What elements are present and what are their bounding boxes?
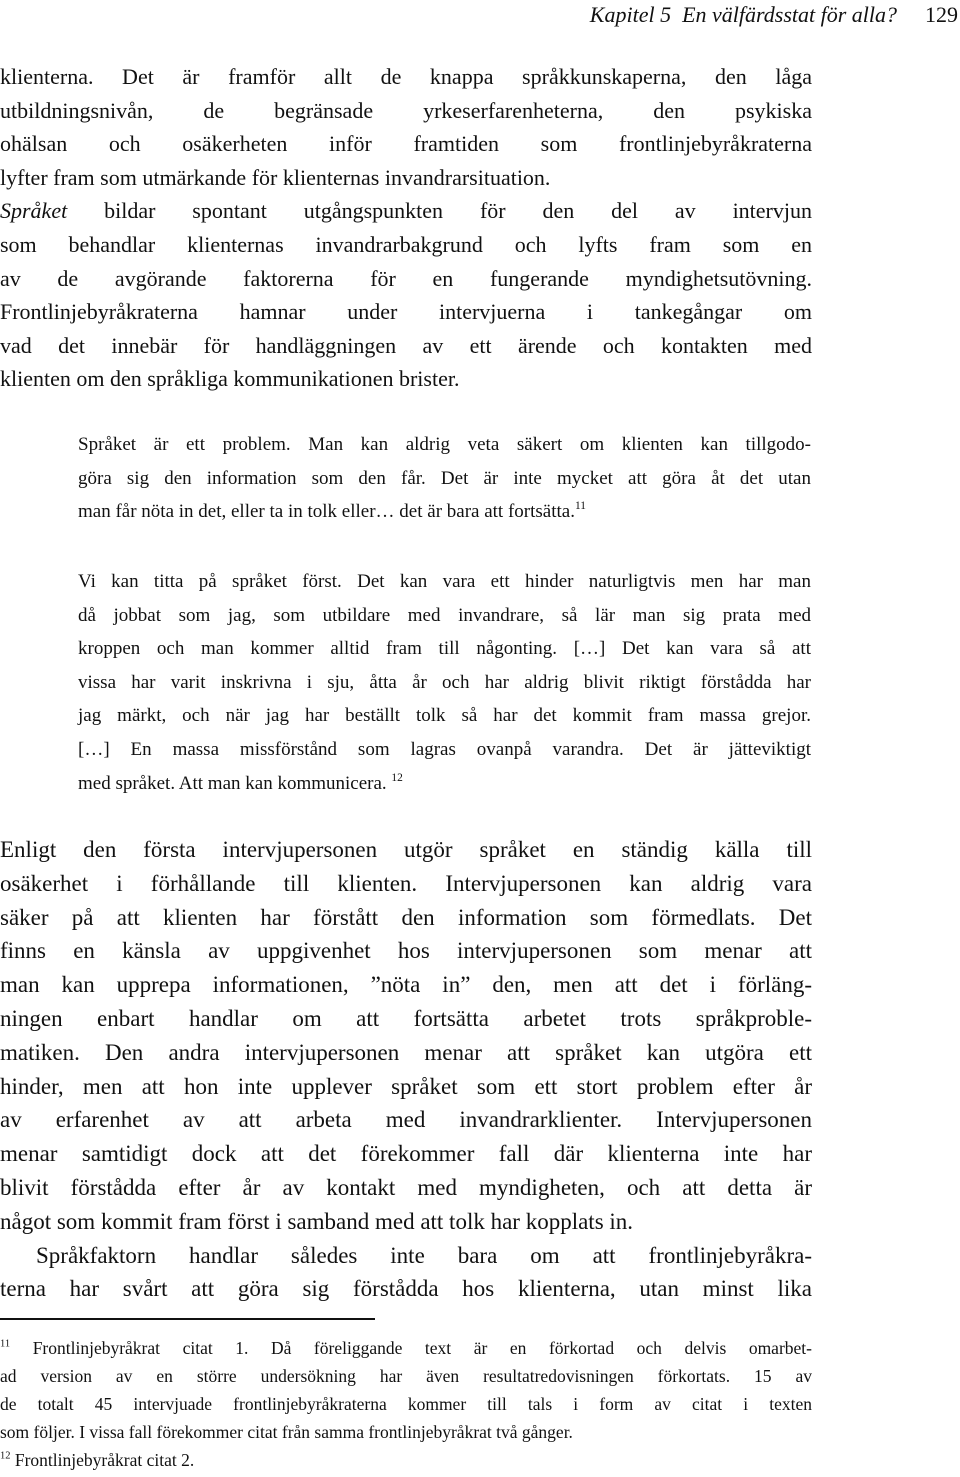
text-line: ningen enbart handlar om att fortsätta arbetet trots språkproble- [0, 1005, 812, 1031]
block-quote-2 [78, 565, 811, 800]
text-line: Enligt den första intervjupersonen utgör språket en ständig källa till [0, 837, 812, 862]
quote-line: Vi kan titta på språket först. Det kan vara ett hinder naturligtvis men har man [78, 571, 811, 592]
text-line: matiken. Den andra intervjupersonen menar att språket kan utgöra ett [0, 1039, 812, 1065]
footnotes [0, 1334, 812, 1474]
text-line: menar samtidigt dock att det förekommer fall där klienterna inte har [0, 1141, 812, 1167]
emphasis: Språket [0, 198, 68, 224]
text-line: av de avgörande faktorerna för en fungerande myndighetsutövning. [0, 265, 812, 291]
text-line: Frontlinjebyråkraterna hamnar under intervjuerna i tankegångar om [0, 299, 812, 325]
text-line: utbildningsnivån, de begränsade yrkeserfarenheterna, den psykiska [0, 97, 812, 123]
text-line: hinder, men att hon inte upplever språket som ett stort problem efter år [0, 1073, 812, 1099]
text-line: lyfter fram som utmärkande för klienternas invandrarsituation. [0, 164, 551, 190]
footnote-number: 11 [0, 1338, 11, 1350]
quote-line: Språket är ett problem. Man kan aldrig veta säkert om klienten kan tillgodo- [78, 434, 811, 455]
text-line: säker på att klienten har förstått den information som förmedlats. Det [0, 904, 812, 930]
running-header [500, 0, 958, 30]
text-line: ohälsan och osäkerheten inför framtiden som frontlinjebyråkraterna [0, 131, 812, 157]
footnote-ref-11[interactable]: 11 [574, 500, 586, 513]
quote-line: då jobbat som jag, som utbildare med invandrare, så lär man sig prata med [78, 604, 811, 626]
text-line: något som kommit fram först i samband med att tolk har kopplats in. [0, 1208, 634, 1234]
footnote-line: som följer. I vissa fall förekommer citat från samma frontlinjebyråkrat två gånger. [0, 1422, 573, 1442]
text-line: osäkerhet i förhållande till klienten. Intervjupersonen kan aldrig vara [0, 870, 812, 896]
page-number: 129 [925, 2, 958, 27]
footnote-divider [0, 1318, 375, 1320]
text-line: terna har svårt att göra sig förstådda hos klienterna, utan minst lika [0, 1276, 812, 1302]
quote-line: […] En massa missförstånd som lagras ovanpå varandra. Det är jätteviktigt [78, 738, 811, 760]
text-line: klienten om den språkliga kommunikationen brister. [0, 366, 460, 392]
text-line: av erfarenhet av att arbeta med invandrarklienter. Intervjupersonen [0, 1107, 812, 1133]
text-line: blivit förstådda efter år av kontakt med myndigheten, och att detta är [0, 1174, 812, 1200]
text-line: klienterna. Det är framför allt de knappa språkkunskaperna, den låga [0, 64, 812, 89]
footnote-line: ad version av en större undersökning har även resultatredovisningen förkortats. 15 av [0, 1366, 812, 1386]
text-line: Språkfaktorn handlar således inte bara om att frontlinjebyråkra- [36, 1242, 812, 1268]
quote-line: jag märkt, och när jag har beställt tolk så har det kommit fram massa grejor. [78, 705, 811, 727]
text-line: som behandlar klienternas invandrarbakgrund och lyfts fram som en [0, 231, 812, 257]
text-line: Språket bildar spontant utgångspunkten för den del av intervjun [0, 198, 812, 224]
quote-line: vissa har varit inskrivna i sju, åtta år och har aldrig blivit riktigt förstådda har [78, 671, 811, 693]
quote-line: med språket. Att man kan kommunicera. $^{12}$ [78, 771, 403, 794]
chapter-title: Kapitel 5 En välfärdsstat för alla? [589, 2, 897, 27]
text-line: man kan upprepa informationen, ”nöta in” den, men att det i förläng- [0, 972, 812, 998]
footnote-line: de totalt 45 intervjuade frontlinjebyråkraterna kommer till tals i form av citat i texten [0, 1394, 812, 1414]
block-quote-1 [78, 428, 811, 529]
footnote-11: $^{11}$ Frontlinjebyråkrat citat 1. Då föreliggande text är en förkortad och delvis omarbet- [0, 1338, 812, 1358]
text-line: vad det innebär för handläggningen av ett ärende och kontakten med [0, 332, 812, 358]
paragraph-1 [0, 60, 812, 396]
footnote-12: $^{12}$ Frontlinjebyråkrat citat 2. [0, 1450, 195, 1470]
footnote-number: 12 [0, 1450, 11, 1462]
text-line: finns en känsla av uppgivenhet hos intervjupersonen som menar att [0, 938, 812, 964]
footnote-ref-12[interactable]: 12 [391, 771, 403, 784]
paragraph-2 [0, 833, 812, 1306]
quote-line: kroppen och man kommer alltid fram till någonting. […] Det kan vara så att [78, 638, 811, 660]
quote-line: man får nöta in det, eller ta in tolk eller… det är bara att fortsätta.$^{11}$ [78, 500, 586, 523]
quote-line: göra sig den information som den får. Det är inte mycket att göra åt det utan [78, 467, 811, 489]
